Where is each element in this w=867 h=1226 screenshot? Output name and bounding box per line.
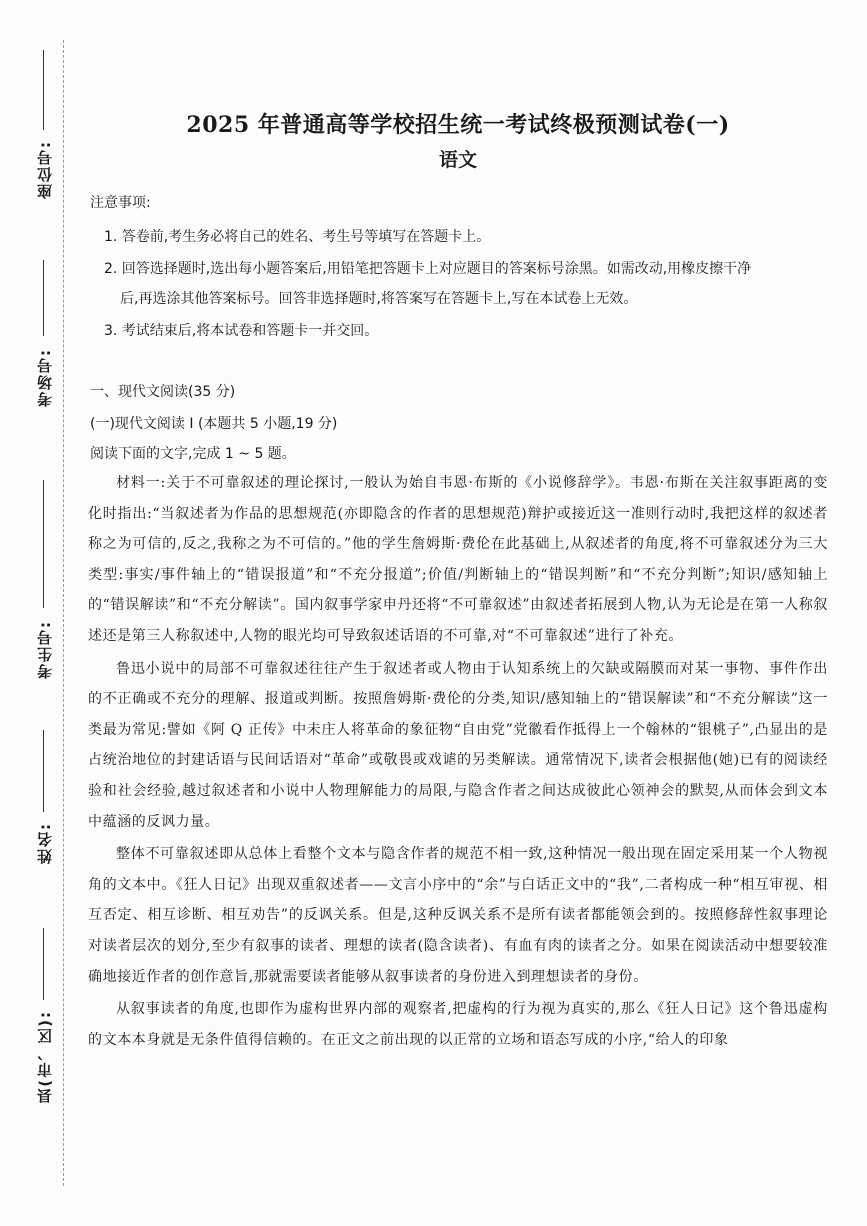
note-item-2-line-2: 后,再选涂其他答案标号。回答非选择题时,将答案写在答题卡上,写在本试卷上无效。 xyxy=(120,291,638,307)
note-item-2-line-1: 2. 回答选择题时,选出每小题答案后,用铅笔把答题卡上对应题目的答案标号涂黑。如需改动,用橡皮擦干净 xyxy=(104,261,752,277)
page-title: 2025 年普通高等学校招生统一考试终极预测试卷(一) xyxy=(186,112,730,138)
room-number-field[interactable] xyxy=(34,348,54,407)
section-heading: 一、现代文阅读(35 分) xyxy=(90,384,236,400)
reading-instruction: 阅读下面的文字,完成 1 ~ 5 题。 xyxy=(90,446,296,462)
note-item-2 xyxy=(104,254,828,314)
passage-paragraph-3: 整体不可靠叙述即从总体上看整个文本与隐含作者的规范不相一致,这种情况一般出现在固定采用某一个人物视角的文本中。《狂人日记》出现双重叙述者——文言小序中的“余”与白话正文中的“我”,二者构成一种“相互审视、相互否定、相互诊断、相互劝告”的反讽关系。但是,这种反讽关系不是所有读者都能领会到的。按照修辞性叙事理论对读者层次的划分,至少有叙事的读者、理想的读者(隐含读者)、有血有肉的读者之分。如果在阅读活动中想要较准确地接近作者的创作意旨,那就需要读者能够从叙事读者的身份进入到理想读者的身份。 xyxy=(88,846,828,985)
county-label: 县(市、区): xyxy=(36,1010,54,1104)
examinee-number-blank[interactable] xyxy=(34,480,54,608)
room-number-label: 考场号: xyxy=(36,348,54,407)
seat-number-field[interactable] xyxy=(34,140,54,199)
name-blank[interactable] xyxy=(34,730,54,812)
note-item-3: 3. 考试结束后,将本试卷和答题卡一并交回。 xyxy=(104,323,379,339)
passage-paragraph-4: 从叙事读者的角度,也即作为虚构世界内部的观察者,把虚构的行为视为真实的,那么《狂人日记》这个鲁迅虚构的文本本身就是无条件值得信赖的。在正文之前出现的以正常的立场和语态写成的小序,“给人的印象 xyxy=(88,1001,828,1048)
note-item-1: 1. 答卷前,考生务必将自己的姓名、考生号等填写在答题卡上。 xyxy=(104,229,491,245)
subject-title: 语文 xyxy=(438,149,477,171)
name-label: 姓名: xyxy=(36,822,54,864)
exam-paper xyxy=(88,96,828,1055)
seat-number-label: 座位号: xyxy=(36,140,54,199)
county-field[interactable] xyxy=(34,1010,54,1104)
seat-number-blank[interactable] xyxy=(34,50,54,130)
cut-line xyxy=(63,40,64,1186)
room-number-blank[interactable] xyxy=(34,260,54,336)
name-field[interactable] xyxy=(34,822,54,864)
notes-heading: 注意事项: xyxy=(90,195,151,211)
examinee-number-label: 考生号: xyxy=(36,620,54,679)
examinee-number-field[interactable] xyxy=(34,620,54,679)
passage-paragraph-2: 鲁迅小说中的局部不可靠叙述往往产生于叙述者或人物由于认知系统上的欠缺或隔膜而对某一事物、事件作出的不正确或不充分的理解、报道或判断。按照詹姆斯·费伦的分类,知识/感知轴上的“错误解读”和“不充分解读”这一类最为常见:譬如《阿 Q 正传》中未庄人将革命的象征物“自由党”党徽看作抵得上一个翰林的“银桃子”,凸显出的是占统治地位的封建话语与民间话语对“革命”或敬畏或戏谑的另类解读。通常情况下,读者会根据他(她)已有的阅读经验和社会经验,越过叙述者和小说中人物理解能力的局限,与隐含作者之间达成彼此心领神会的默契,从而体会到文本中蕴涵的反讽力量。 xyxy=(88,660,828,830)
county-blank[interactable] xyxy=(34,928,54,1000)
binding-margin xyxy=(0,0,72,1226)
subsection-heading: (一)现代文阅读 I (本题共 5 小题,19 分) xyxy=(90,416,338,432)
passage-paragraph-1: 材料一:关于不可靠叙述的理论探讨,一般认为始自韦恩·布斯的《小说修辞学》。韦恩·布斯在关注叙事距离的变化时指出:“当叙述者为作品的思想规范(亦即隐含的作者的思想规范)辩护或接近这一准则行动时,我把这样的叙述者称之为可信的,反之,我称之为不可信的。”他的学生詹姆斯·费伦在此基础上,从叙述者的角度,将不可靠叙述分为三大类型:事实/事件轴上的“错误报道”和“不充分报道”;价值/判断轴上的“错误判断”和“不充分判断”;知识/感知轴上的“错误解读”和“不充分解读”。国内叙事学家申丹还将“不可靠叙述”由叙述者拓展到人物,认为无论是在第一人称叙述还是第三人称叙述中,人物的眼光均可导致叙述话语的不可靠,对“不可靠叙述”进行了补充。 xyxy=(88,475,828,644)
